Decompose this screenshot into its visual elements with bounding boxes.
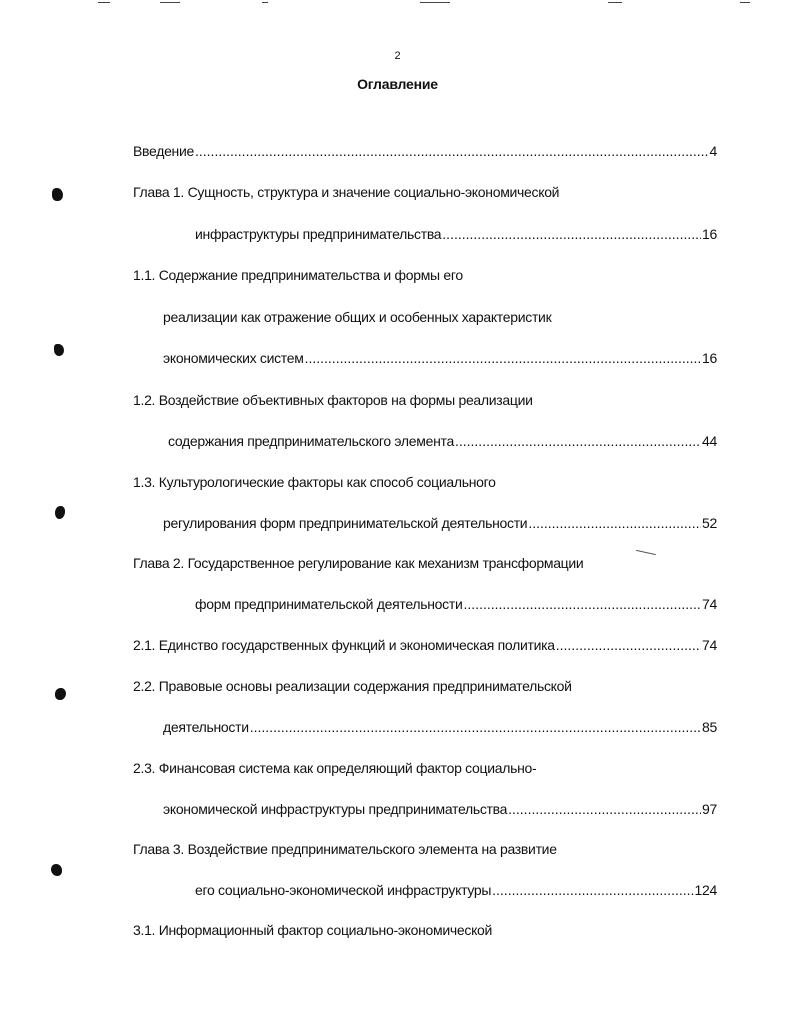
scan-edge-mark xyxy=(420,2,450,3)
leader-dots xyxy=(442,226,701,242)
toc-entry-text: 1.1. Содержание предпринимательства и формы его xyxy=(133,267,463,283)
scan-edge-mark xyxy=(98,2,110,3)
toc-entry xyxy=(133,760,536,776)
toc-page-number: 44 xyxy=(702,433,717,449)
toc-entry xyxy=(168,433,717,449)
toc-entry-text: его социально-экономической инфраструктуры xyxy=(195,882,492,898)
toc-entry xyxy=(133,678,572,694)
toc-entry xyxy=(133,841,557,857)
toc-entry xyxy=(163,350,717,366)
scan-edge-mark xyxy=(262,2,268,3)
stray-pen-mark xyxy=(636,550,656,555)
toc-page-number: 85 xyxy=(702,719,717,735)
binding-hole-mark xyxy=(55,688,66,700)
toc-entry xyxy=(133,143,717,159)
binding-hole-mark xyxy=(54,344,64,356)
scan-edge-mark xyxy=(608,2,622,3)
leader-dots xyxy=(455,433,701,449)
toc-entry xyxy=(163,719,717,735)
toc-page-number: 74 xyxy=(702,637,717,653)
toc-entry xyxy=(163,515,717,531)
toc-entry xyxy=(195,882,717,898)
toc-entry xyxy=(133,184,559,200)
toc-entry-text: 2.1. Единство государственных функций и экономическая политика xyxy=(133,637,555,653)
toc-entry xyxy=(133,474,496,490)
toc-entry xyxy=(195,226,717,242)
leader-dots xyxy=(250,719,701,735)
scan-edge-mark xyxy=(740,2,750,3)
toc-entry xyxy=(163,309,551,325)
toc-entry-text: содержания предпринимательского элемента xyxy=(168,433,454,449)
toc-entry-text: экономических систем xyxy=(163,350,304,366)
toc-entry-text: форм предпринимательской деятельности xyxy=(195,596,463,612)
toc-entry-text: экономической инфраструктуры предпринимательства xyxy=(163,801,508,817)
binding-hole-mark xyxy=(52,188,63,201)
toc-entry xyxy=(133,392,533,408)
toc-entry-text: 1.3. Культурологические факторы как способ социального xyxy=(133,474,496,490)
page-number: 2 xyxy=(394,50,401,62)
toc-entry-text: реализации как отражение общих и особенных характеристик xyxy=(163,309,552,325)
toc-entry-text: Глава 1. Сущность, структура и значение социально-экономической xyxy=(133,184,560,200)
leader-dots xyxy=(528,515,701,531)
toc-entry xyxy=(133,922,492,938)
toc-entry-text: Глава 3. Воздействие предпринимательского элемента на развитие xyxy=(133,841,557,857)
toc-page-number: 16 xyxy=(702,350,717,366)
leader-dots xyxy=(305,350,701,366)
toc-entry xyxy=(163,801,717,817)
leader-dots xyxy=(508,801,701,817)
toc-entry-text: регулирования форм предпринимательской деятельности xyxy=(163,515,528,531)
toc-page-number: 124 xyxy=(694,882,717,898)
toc-entry xyxy=(133,637,717,653)
toc-page-number: 74 xyxy=(702,596,717,612)
toc-entry xyxy=(133,555,583,571)
toc-entry-text: 3.1. Информационный фактор социально-экономической xyxy=(133,922,493,938)
leader-dots xyxy=(492,882,693,898)
leader-dots xyxy=(195,143,709,159)
toc-entry xyxy=(133,267,463,283)
toc-entry-text: деятельности xyxy=(163,719,249,735)
toc-entry-text: Введение xyxy=(133,143,194,159)
leader-dots xyxy=(556,637,701,653)
toc-page-number: 97 xyxy=(702,801,717,817)
toc-page-number: 4 xyxy=(709,143,717,159)
toc-entry-text: 2.3. Финансовая система как определяющий фактор социально- xyxy=(133,760,537,776)
scan-edge-mark xyxy=(160,2,180,3)
toc-entry-text: инфраструктуры предпринимательства xyxy=(195,226,442,242)
toc-entry-text: 1.2. Воздействие объективных факторов на формы реализации xyxy=(133,392,533,408)
toc-page-number: 52 xyxy=(702,515,717,531)
leader-dots xyxy=(464,596,702,612)
toc-entry-text: Глава 2. Государственное регулирование как механизм трансформации xyxy=(133,555,584,571)
binding-hole-mark xyxy=(51,864,62,876)
page-title: Оглавление xyxy=(357,76,438,92)
toc-entry-text: 2.2. Правовые основы реализации содержания предпринимательской xyxy=(133,678,572,694)
toc-page-number: 16 xyxy=(702,226,717,242)
binding-hole-mark xyxy=(55,506,65,519)
toc-entry xyxy=(195,596,717,612)
